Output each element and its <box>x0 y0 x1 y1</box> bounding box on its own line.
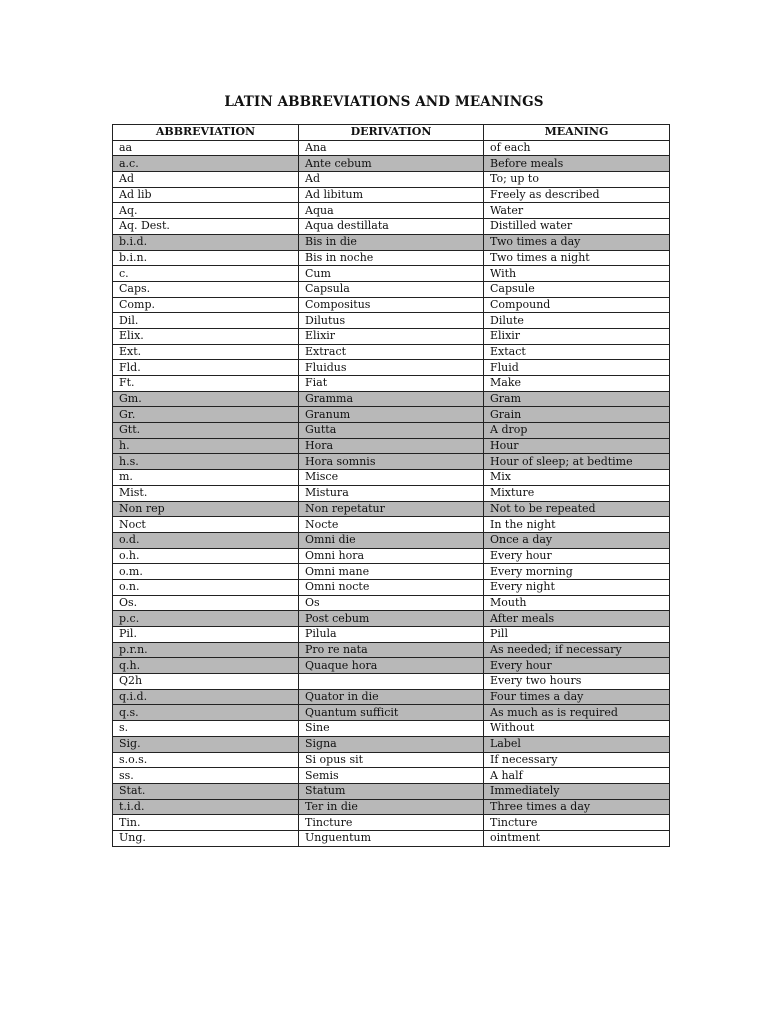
table-row <box>113 454 670 470</box>
table-row <box>113 736 670 752</box>
meaning-cell: A drop <box>484 423 670 439</box>
meaning-cell: Water <box>484 203 670 219</box>
abbreviation-cell: h.s. <box>113 454 299 470</box>
abbreviation-cell: Fld. <box>113 360 299 376</box>
derivation-cell: Unguentum <box>299 830 484 846</box>
derivation-cell: Misce <box>299 470 484 486</box>
abbreviations-table <box>112 124 670 847</box>
abbreviation-cell: Os. <box>113 595 299 611</box>
abbreviation-cell: h. <box>113 438 299 454</box>
derivation-cell: Post cebum <box>299 611 484 627</box>
table-row <box>113 470 670 486</box>
meaning-cell: Label <box>484 736 670 752</box>
meaning-cell: Hour of sleep; at bedtime <box>484 454 670 470</box>
abbreviation-cell: Aq. Dest. <box>113 219 299 235</box>
abbreviation-cell: o.h. <box>113 548 299 564</box>
abbreviation-cell: Non rep <box>113 501 299 517</box>
meaning-cell: Every hour <box>484 658 670 674</box>
table-row <box>113 768 670 784</box>
table-row <box>113 815 670 831</box>
table-row <box>113 658 670 674</box>
table-row <box>113 689 670 705</box>
derivation-cell: Os <box>299 595 484 611</box>
table-row <box>113 328 670 344</box>
derivation-cell: Mistura <box>299 485 484 501</box>
derivation-cell: Tincture <box>299 815 484 831</box>
table-row <box>113 423 670 439</box>
meaning-cell: of each <box>484 140 670 156</box>
abbreviation-cell: p.r.n. <box>113 642 299 658</box>
table-row <box>113 674 670 690</box>
table-row <box>113 407 670 423</box>
abbreviation-cell: Gtt. <box>113 423 299 439</box>
meaning-cell: Capsule <box>484 281 670 297</box>
page-title: LATIN ABBREVIATIONS AND MEANINGS <box>224 94 544 110</box>
table-row <box>113 250 670 266</box>
abbreviation-cell: Stat. <box>113 783 299 799</box>
derivation-cell: Statum <box>299 783 484 799</box>
meaning-cell: Grain <box>484 407 670 423</box>
meaning-cell: Every two hours <box>484 674 670 690</box>
meaning-cell: If necessary <box>484 752 670 768</box>
table-row <box>113 172 670 188</box>
table-row <box>113 485 670 501</box>
meaning-cell: As needed; if necessary <box>484 642 670 658</box>
meaning-cell: After meals <box>484 611 670 627</box>
table-row <box>113 266 670 282</box>
abbreviation-cell: q.h. <box>113 658 299 674</box>
meaning-cell: Immediately <box>484 783 670 799</box>
derivation-cell: Aqua destillata <box>299 219 484 235</box>
table-row <box>113 627 670 643</box>
abbreviation-cell: ss. <box>113 768 299 784</box>
abbreviation-cell: m. <box>113 470 299 486</box>
meaning-cell: ointment <box>484 830 670 846</box>
abbreviation-cell: Ad <box>113 172 299 188</box>
derivation-cell: Bis in noche <box>299 250 484 266</box>
abbreviation-cell: s. <box>113 721 299 737</box>
derivation-cell: Omni mane <box>299 564 484 580</box>
abbreviation-cell: Noct <box>113 517 299 533</box>
derivation-cell: Bis in die <box>299 234 484 250</box>
table-row <box>113 830 670 846</box>
abbreviation-cell: Aq. <box>113 203 299 219</box>
derivation-cell: Ana <box>299 140 484 156</box>
abbreviation-cell: s.o.s. <box>113 752 299 768</box>
abbreviation-cell: Pil. <box>113 627 299 643</box>
table-row <box>113 642 670 658</box>
table-row <box>113 187 670 203</box>
derivation-cell: Cum <box>299 266 484 282</box>
meaning-cell: Gram <box>484 391 670 407</box>
meaning-cell: Once a day <box>484 532 670 548</box>
meaning-cell: Freely as described <box>484 187 670 203</box>
meaning-cell: Dilute <box>484 313 670 329</box>
table-row <box>113 532 670 548</box>
table-row <box>113 721 670 737</box>
abbreviation-cell: Mist. <box>113 485 299 501</box>
table-row <box>113 391 670 407</box>
derivation-cell: Pro re nata <box>299 642 484 658</box>
meaning-cell: Without <box>484 721 670 737</box>
meaning-cell: Make <box>484 376 670 392</box>
derivation-cell: Capsula <box>299 281 484 297</box>
abbreviation-cell: aa <box>113 140 299 156</box>
abbreviation-cell: Ung. <box>113 830 299 846</box>
meaning-cell: To; up to <box>484 172 670 188</box>
table-row <box>113 783 670 799</box>
table-row <box>113 501 670 517</box>
meaning-cell: With <box>484 266 670 282</box>
meaning-cell: Mix <box>484 470 670 486</box>
abbreviation-cell: b.i.n. <box>113 250 299 266</box>
meaning-cell: Before meals <box>484 156 670 172</box>
derivation-cell: Signa <box>299 736 484 752</box>
meaning-cell: Fluid <box>484 360 670 376</box>
abbreviation-cell: Ad lib <box>113 187 299 203</box>
derivation-cell: Aqua <box>299 203 484 219</box>
table-row <box>113 297 670 313</box>
table-row <box>113 281 670 297</box>
abbreviation-cell: Gm. <box>113 391 299 407</box>
derivation-cell: Omni nocte <box>299 579 484 595</box>
table-row <box>113 376 670 392</box>
table-row <box>113 611 670 627</box>
abbreviation-cell: p.c. <box>113 611 299 627</box>
meaning-cell: Mixture <box>484 485 670 501</box>
abbreviation-cell: Sig. <box>113 736 299 752</box>
abbreviation-cell: Caps. <box>113 281 299 297</box>
derivation-cell: Gramma <box>299 391 484 407</box>
derivation-cell: Sine <box>299 721 484 737</box>
table-row <box>113 203 670 219</box>
derivation-cell: Omni die <box>299 532 484 548</box>
meaning-cell: Distilled water <box>484 219 670 235</box>
table-row <box>113 360 670 376</box>
table-row <box>113 438 670 454</box>
column-header-abbreviation: ABBREVIATION <box>113 125 299 141</box>
abbreviation-cell: q.i.d. <box>113 689 299 705</box>
header-row <box>113 125 670 141</box>
derivation-cell: Si opus sit <box>299 752 484 768</box>
abbreviation-cell: Ft. <box>113 376 299 392</box>
derivation-cell: Nocte <box>299 517 484 533</box>
derivation-cell: Granum <box>299 407 484 423</box>
meaning-cell: Elixir <box>484 328 670 344</box>
table-header <box>113 125 670 141</box>
meaning-cell: A half <box>484 768 670 784</box>
table-row <box>113 579 670 595</box>
derivation-cell: Fiat <box>299 376 484 392</box>
derivation-cell <box>299 674 484 690</box>
meaning-cell: Every night <box>484 579 670 595</box>
derivation-cell: Compositus <box>299 297 484 313</box>
abbreviation-cell: Q2h <box>113 674 299 690</box>
derivation-cell: Semis <box>299 768 484 784</box>
derivation-cell: Non repetatur <box>299 501 484 517</box>
derivation-cell: Ad libitum <box>299 187 484 203</box>
column-header-meaning: MEANING <box>484 125 670 141</box>
meaning-cell: In the night <box>484 517 670 533</box>
table-row <box>113 219 670 235</box>
table-row <box>113 234 670 250</box>
derivation-cell: Quator in die <box>299 689 484 705</box>
derivation-cell: Quaque hora <box>299 658 484 674</box>
table-row <box>113 140 670 156</box>
derivation-cell: Ter in die <box>299 799 484 815</box>
table-row <box>113 705 670 721</box>
table-row <box>113 156 670 172</box>
meaning-cell: Mouth <box>484 595 670 611</box>
abbreviation-cell: Gr. <box>113 407 299 423</box>
meaning-cell: Pill <box>484 627 670 643</box>
abbreviation-cell: o.m. <box>113 564 299 580</box>
abbreviation-cell: Dil. <box>113 313 299 329</box>
table-row <box>113 595 670 611</box>
abbreviation-cell: o.d. <box>113 532 299 548</box>
table-row <box>113 344 670 360</box>
table-row <box>113 517 670 533</box>
meaning-cell: Tincture <box>484 815 670 831</box>
table-row <box>113 752 670 768</box>
meaning-cell: Three times a day <box>484 799 670 815</box>
abbreviation-cell: c. <box>113 266 299 282</box>
table-row <box>113 313 670 329</box>
table-row <box>113 799 670 815</box>
derivation-cell: Quantum sufficit <box>299 705 484 721</box>
meaning-cell: Two times a night <box>484 250 670 266</box>
derivation-cell: Hora somnis <box>299 454 484 470</box>
table-row <box>113 564 670 580</box>
derivation-cell: Ad <box>299 172 484 188</box>
abbreviation-cell: t.i.d. <box>113 799 299 815</box>
meaning-cell: As much as is required <box>484 705 670 721</box>
derivation-cell: Ante cebum <box>299 156 484 172</box>
meaning-cell: Extact <box>484 344 670 360</box>
derivation-cell: Gutta <box>299 423 484 439</box>
derivation-cell: Dilutus <box>299 313 484 329</box>
derivation-cell: Extract <box>299 344 484 360</box>
derivation-cell: Elixir <box>299 328 484 344</box>
table-body <box>113 140 670 846</box>
abbreviation-cell: Elix. <box>113 328 299 344</box>
abbreviation-cell: Ext. <box>113 344 299 360</box>
meaning-cell: Not to be repeated <box>484 501 670 517</box>
abbreviation-cell: o.n. <box>113 579 299 595</box>
meaning-cell: Hour <box>484 438 670 454</box>
column-header-derivation: DERIVATION <box>299 125 484 141</box>
table-row <box>113 548 670 564</box>
meaning-cell: Two times a day <box>484 234 670 250</box>
abbreviation-cell: Tin. <box>113 815 299 831</box>
meaning-cell: Compound <box>484 297 670 313</box>
abbreviation-cell: q.s. <box>113 705 299 721</box>
abbreviation-cell: b.i.d. <box>113 234 299 250</box>
meaning-cell: Four times a day <box>484 689 670 705</box>
meaning-cell: Every hour <box>484 548 670 564</box>
abbreviation-cell: a.c. <box>113 156 299 172</box>
derivation-cell: Omni hora <box>299 548 484 564</box>
abbreviation-cell: Comp. <box>113 297 299 313</box>
derivation-cell: Fluidus <box>299 360 484 376</box>
meaning-cell: Every morning <box>484 564 670 580</box>
derivation-cell: Hora <box>299 438 484 454</box>
derivation-cell: Pilula <box>299 627 484 643</box>
